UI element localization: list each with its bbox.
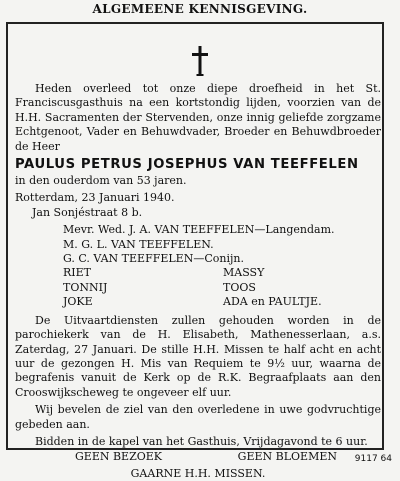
place-date: Rotterdam, 23 Januari 1940. [15, 191, 175, 205]
notice-body [15, 82, 381, 481]
notice-header: ALGEMEENE KENNISGEVING. [92, 2, 308, 16]
service-text: De Uitvaartdiensten zullen gehouden worden in de parochiekerk van de H. Elisabeth, Mathenesserlaan, a.s. Zaterdag, 27 Januari. De stille H.H. Missen te half acht en acht uur de gezongen H. Mis van Requiem te 9½ uur, waarna de begrafenis vanuit de Kerk op de R.K. Begraafplaats aan den Crooswijkscheweg te ongeveer elf uur. [15, 313, 381, 399]
child-name: TONNIJ [63, 280, 108, 294]
no-visit: GEEN BEZOEK [75, 450, 162, 464]
child-name: MASSY [223, 266, 265, 280]
relative-line: M. G. L. VAN TEEFFELEN. [63, 237, 214, 251]
child-name: TOOS [223, 280, 256, 294]
no-flowers: GEEN BLOEMEN [237, 450, 337, 464]
chapel-text: Bidden in de kapel van het Gasthuis, Vrijdagavond te 6 uur. [35, 434, 368, 448]
child-name: RIET [63, 266, 91, 280]
child-name: ADA en PAULTJE. [223, 295, 322, 309]
opening-text: Heden overleed tot onze diepe droefheid in het St. Franciscusgasthuis na een kortstondig lijden, voorzien van de H.H. Sacramenten der Stervenden, onze innig geliefde zorgzame Echtgenoot, Vader en Behuwdvader, Broeder en Behuwdbroeder de Heer [15, 82, 381, 153]
deceased-name: PAULUS PETRUS JOSEPHUS VAN TEEFFELEN [15, 157, 359, 173]
age-line: in den ouderdom van 53 jaren. [15, 174, 187, 188]
relative-line: G. C. VAN TEEFFELEN—Conijn. [63, 252, 244, 266]
prayer-text: Wij bevelen de ziel van den overledene in uwe godvruchtige gebeden aan. [15, 403, 381, 431]
address: Jan Sonjéstraat 8 b. [32, 205, 143, 219]
masses-request: GAARNE H.H. MISSEN. [130, 466, 266, 480]
children-list [63, 266, 381, 309]
footer-code: 9117 64 [354, 454, 392, 464]
child-name: JOKE [63, 295, 93, 309]
relative-line: Mevr. Wed. J. A. VAN TEEFFELEN—Langendam. [63, 223, 335, 237]
cross-icon [190, 45, 210, 77]
